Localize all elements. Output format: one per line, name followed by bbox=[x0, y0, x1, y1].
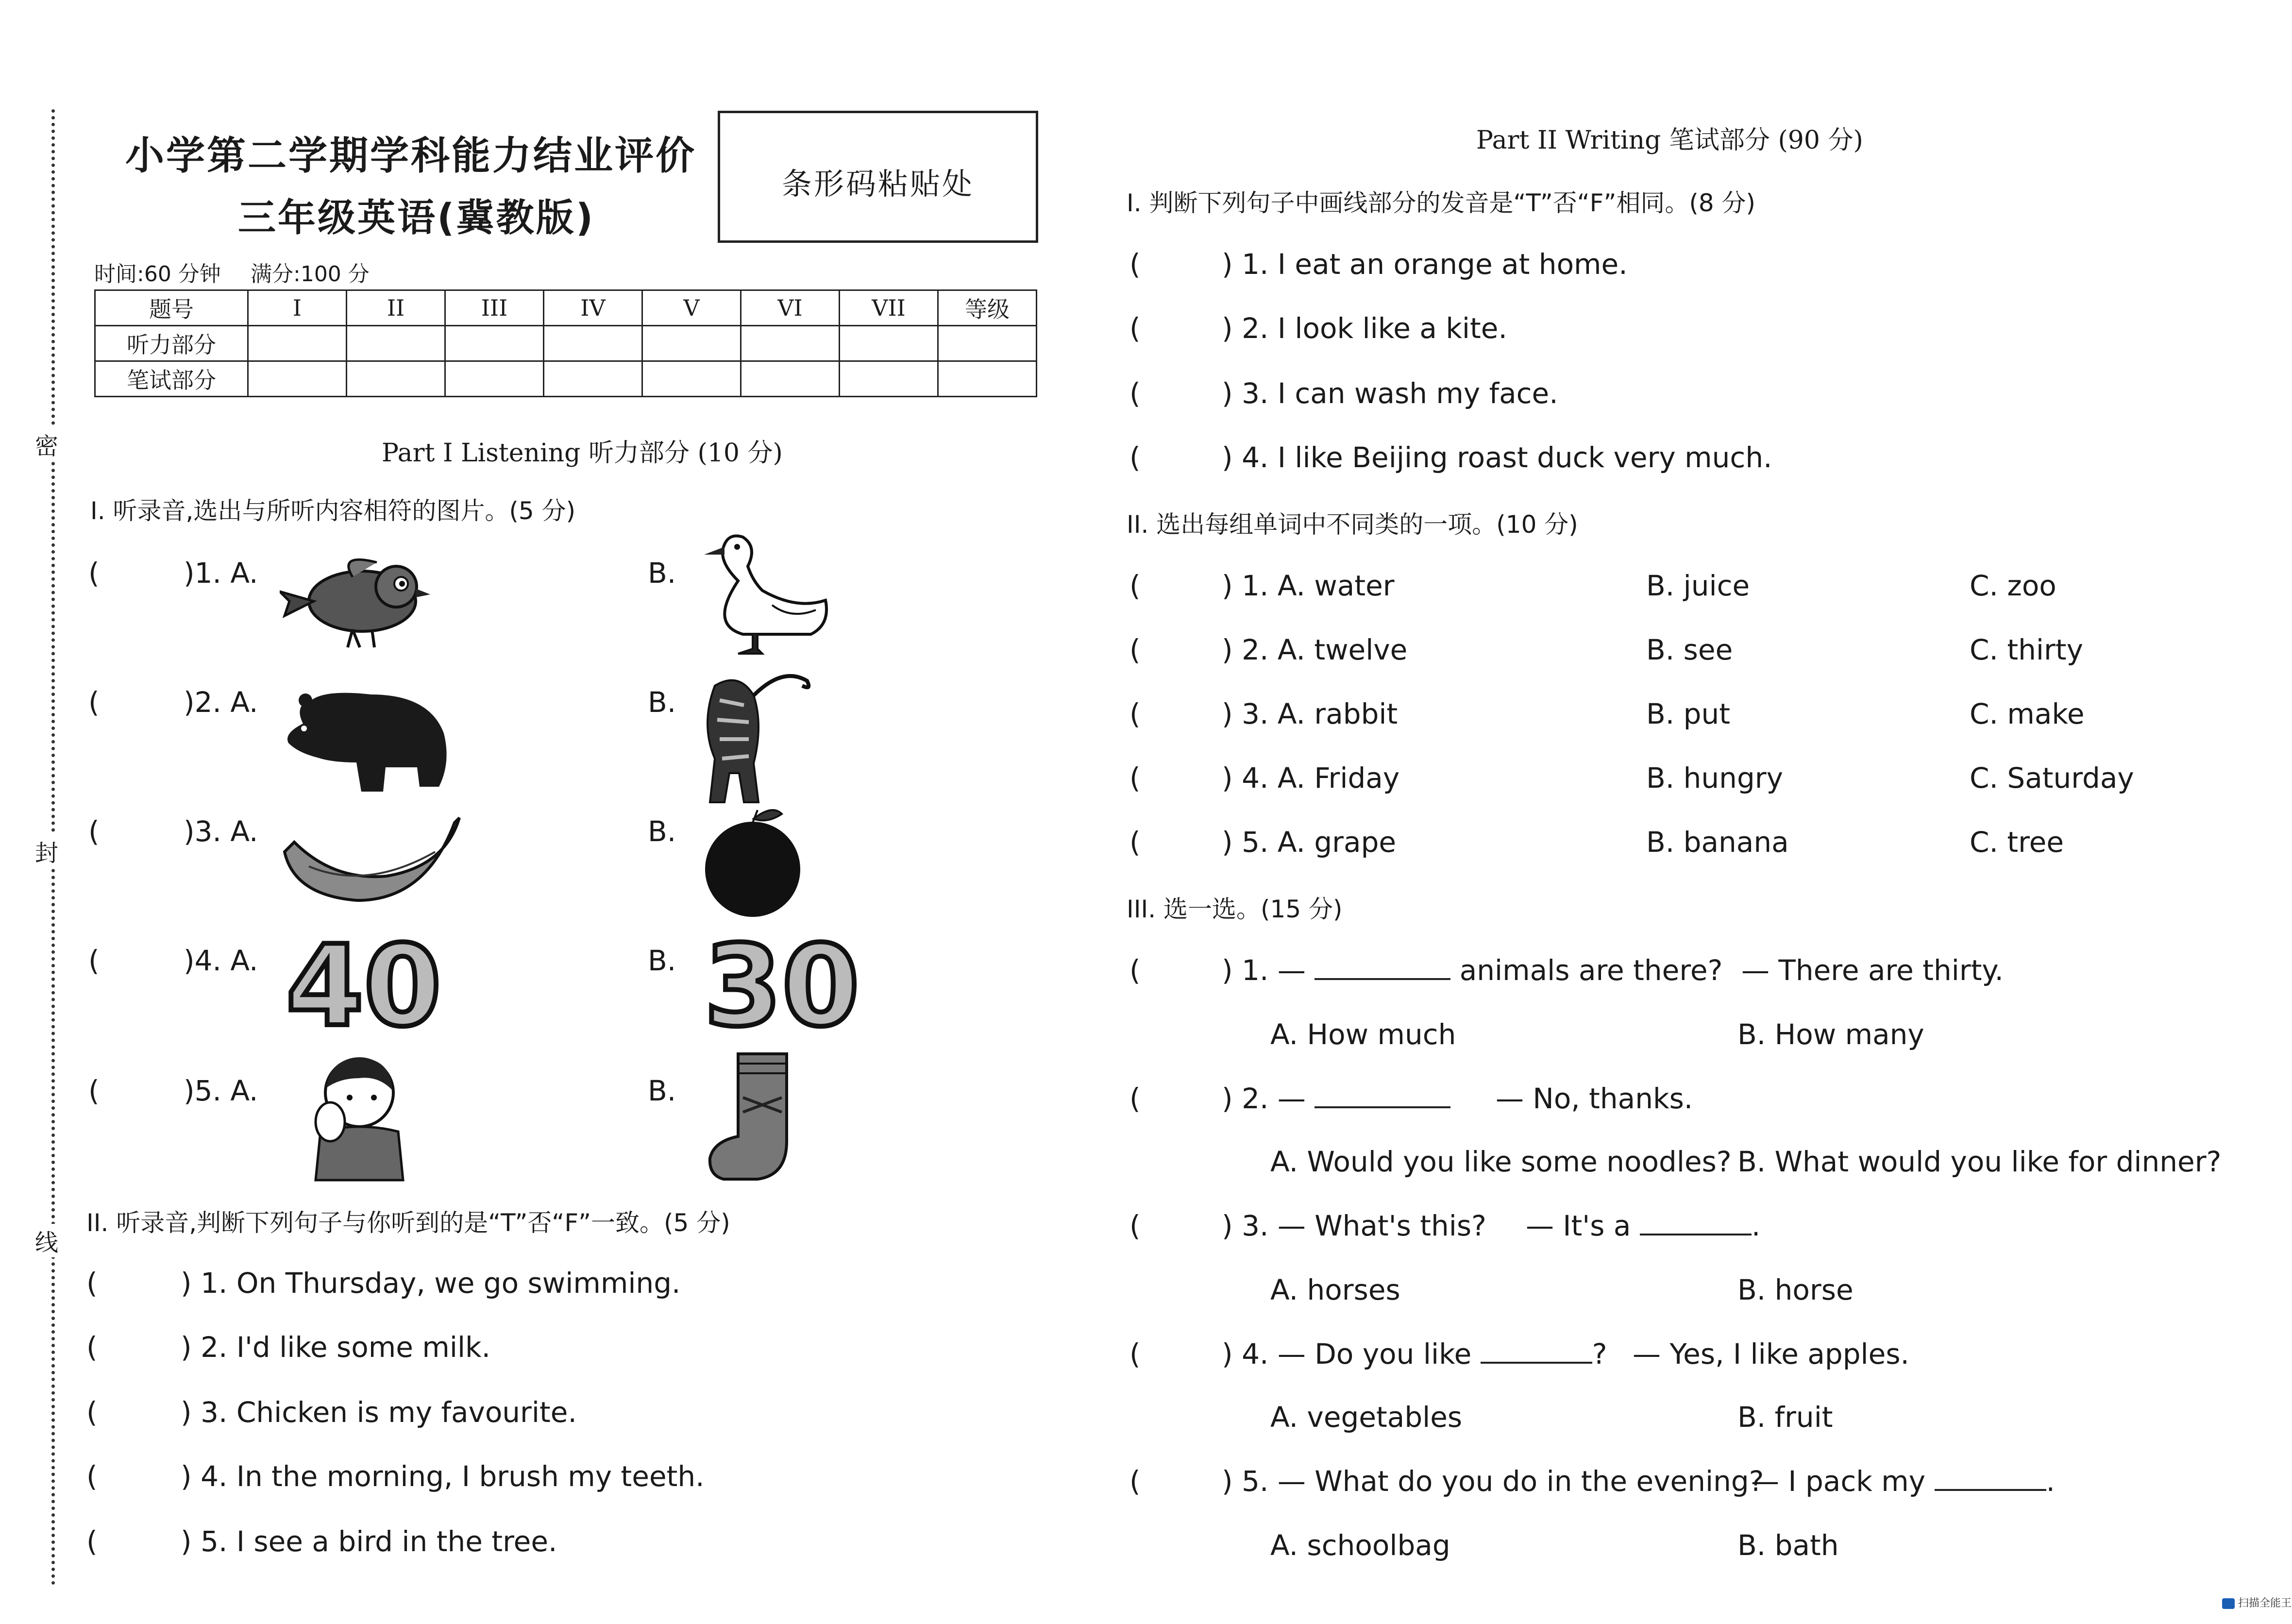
binding-char-xian: 线 bbox=[35, 1224, 58, 1257]
table-header-cell: IV bbox=[544, 290, 642, 326]
table-header-cell: 等级 bbox=[938, 290, 1037, 326]
answer-paren[interactable]: ( bbox=[86, 1267, 98, 1300]
duck-icon[interactable] bbox=[699, 527, 835, 659]
part2-title: Part II Writing 笔试部分 (90 分) bbox=[1476, 126, 1863, 155]
pronunciation-item: ) 4. I like Beijing roast duck very much. bbox=[1222, 441, 1772, 474]
question-number: )5. A. bbox=[184, 1074, 258, 1107]
question-text: animals are there? bbox=[1459, 954, 1723, 987]
question-number: ) 4. — Do you like bbox=[1222, 1337, 1472, 1370]
word-option-c: C. tree bbox=[1970, 826, 2064, 859]
answer-paren[interactable]: ( bbox=[88, 815, 100, 848]
pronunciation-item: ) 2. I look like a kite. bbox=[1222, 312, 1507, 345]
score-cell[interactable] bbox=[347, 361, 445, 397]
part1-sec2-title: II. 听录音,判断下列句子与你听到的是“T”否“F”一致。(5 分) bbox=[86, 1209, 730, 1237]
score-cell[interactable] bbox=[741, 326, 840, 361]
table-header-cell: VII bbox=[840, 290, 938, 326]
score-cell[interactable] bbox=[248, 361, 347, 397]
statement-item: ) 1. On Thursday, we go swimming. bbox=[181, 1267, 681, 1300]
score-cell[interactable] bbox=[248, 326, 347, 361]
bear-icon[interactable] bbox=[284, 680, 454, 801]
word-option-a: ) 2. A. twelve bbox=[1222, 633, 1408, 666]
score-table-row bbox=[95, 361, 1037, 397]
word-option-b: B. banana bbox=[1646, 826, 1789, 859]
answer-paren[interactable]: ( bbox=[1129, 1465, 1141, 1498]
choice-a: A. vegetables bbox=[1270, 1401, 1463, 1434]
score-cell[interactable] bbox=[544, 361, 642, 397]
answer-paren[interactable]: ( bbox=[1129, 248, 1141, 281]
table-header-cell: III bbox=[445, 290, 544, 326]
option-label: B. bbox=[648, 686, 676, 719]
question-stem: ) 5. — What do you do in the evening? bbox=[1222, 1465, 1764, 1498]
answer-paren[interactable]: ( bbox=[1129, 1082, 1141, 1115]
exam-subtitle: 三年级英语(冀教版) bbox=[238, 196, 595, 240]
reply-end: . bbox=[1751, 1209, 1761, 1242]
statement-item: ) 3. Chicken is my favourite. bbox=[181, 1396, 577, 1429]
reply-text bbox=[1526, 1209, 1760, 1242]
option-label: B. bbox=[648, 815, 676, 848]
question-number: )2. A. bbox=[184, 686, 258, 719]
time-info: 时间:60 分钟 bbox=[94, 262, 221, 287]
answer-paren[interactable]: ( bbox=[1129, 377, 1141, 410]
word-option-b: B. put bbox=[1646, 697, 1730, 730]
question-stem bbox=[1222, 954, 1722, 987]
score-cell[interactable] bbox=[544, 326, 642, 361]
number-thirty-graphic[interactable] bbox=[685, 932, 879, 1039]
reply-text: — Yes, I like apples. bbox=[1633, 1337, 1909, 1370]
part2-sec2-title: II. 选出每组单词中不同类的一项。(10 分) bbox=[1127, 510, 1578, 539]
barcode-area bbox=[718, 111, 1038, 243]
word-option-a: ) 1. A. water bbox=[1222, 569, 1395, 602]
table-header-cell: II bbox=[347, 290, 445, 326]
word-option-a: ) 5. A. grape bbox=[1222, 826, 1397, 859]
answer-paren[interactable]: ( bbox=[88, 557, 100, 590]
fill-blank[interactable] bbox=[1315, 1085, 1450, 1108]
pronunciation-item: ) 3. I can wash my face. bbox=[1222, 377, 1558, 410]
table-row-label: 笔试部分 bbox=[95, 361, 248, 397]
scanner-label: 扫描全能王 bbox=[2238, 1597, 2292, 1609]
table-header-cell: V bbox=[642, 290, 741, 326]
word-option-b: B. hungry bbox=[1646, 761, 1783, 795]
barcode-label: 条形码粘贴处 bbox=[781, 166, 974, 202]
question-number: )3. A. bbox=[184, 815, 258, 848]
score-cell[interactable] bbox=[741, 361, 840, 397]
score-cell[interactable] bbox=[938, 361, 1037, 397]
answer-paren[interactable]: ( bbox=[1129, 569, 1141, 602]
word-option-a: ) 3. A. rabbit bbox=[1222, 697, 1398, 730]
reply-text: — There are thirty. bbox=[1741, 954, 2004, 987]
statement-item: ) 5. I see a bird in the tree. bbox=[181, 1525, 557, 1558]
statement-item: ) 2. I'd like some milk. bbox=[181, 1331, 491, 1364]
option-label: B. bbox=[648, 944, 676, 977]
part1-sec1-title: I. 听录音,选出与所听内容相符的图片。(5 分) bbox=[90, 497, 576, 525]
question-end: ? bbox=[1592, 1337, 1607, 1370]
table-row-label: 听力部分 bbox=[95, 326, 248, 361]
binding-char-feng: 封 bbox=[35, 834, 58, 868]
answer-paren[interactable]: ( bbox=[1129, 1337, 1141, 1370]
exam-title: 小学第二学期学科能力结业评价 bbox=[125, 133, 696, 178]
word-option-c: C. make bbox=[1970, 697, 2085, 730]
bird-icon[interactable] bbox=[280, 548, 445, 655]
score-table bbox=[94, 289, 1037, 397]
tiger-icon[interactable] bbox=[686, 666, 817, 807]
orange-icon[interactable] bbox=[699, 804, 806, 921]
score-cell[interactable] bbox=[642, 326, 741, 361]
fill-blank[interactable] bbox=[1315, 957, 1450, 980]
fill-blank[interactable] bbox=[1640, 1212, 1752, 1235]
sock-icon[interactable] bbox=[704, 1049, 801, 1185]
score-info: 满分:100 分 bbox=[251, 262, 370, 287]
question-stem: ) 3. — What's this? bbox=[1222, 1209, 1486, 1242]
choice-a: A. How much bbox=[1270, 1018, 1456, 1051]
boy-eating-icon[interactable] bbox=[296, 1049, 408, 1185]
answer-paren[interactable]: ( bbox=[1129, 826, 1141, 859]
answer-paren[interactable]: ( bbox=[88, 686, 100, 719]
answer-paren[interactable]: ( bbox=[1129, 761, 1141, 795]
answer-paren[interactable]: ( bbox=[1129, 1209, 1141, 1242]
score-cell[interactable] bbox=[642, 361, 741, 397]
answer-paren[interactable]: ( bbox=[88, 944, 100, 977]
answer-paren[interactable]: ( bbox=[1129, 954, 1141, 987]
fill-blank[interactable] bbox=[1481, 1340, 1592, 1364]
question-number: )4. A. bbox=[184, 944, 258, 977]
number-forty-graphic[interactable] bbox=[269, 932, 458, 1039]
statement-item: ) 4. In the morning, I brush my teeth. bbox=[181, 1460, 705, 1493]
answer-paren[interactable]: ( bbox=[1129, 633, 1141, 666]
word-option-c: C. zoo bbox=[1970, 569, 2056, 602]
question-number: ) 1. — bbox=[1222, 954, 1306, 987]
reply-start: — It's a bbox=[1526, 1209, 1631, 1242]
choice-b: B. How many bbox=[1737, 1018, 1924, 1051]
word-option-b: B. juice bbox=[1646, 569, 1750, 602]
answer-paren[interactable]: ( bbox=[88, 1074, 100, 1107]
option-label: B. bbox=[648, 1074, 676, 1107]
banana-icon[interactable] bbox=[280, 813, 464, 915]
binding-char-mi: 密 bbox=[35, 427, 58, 461]
reply-end: . bbox=[2046, 1465, 2055, 1498]
reply-start: — I pack my bbox=[1751, 1465, 1926, 1498]
scanner-logo-icon bbox=[2222, 1598, 2235, 1609]
choice-b: B. What would you like for dinner? bbox=[1737, 1145, 2222, 1178]
part2-sec3-title: III. 选一选。(15 分) bbox=[1127, 895, 1343, 923]
score-table-header-row bbox=[95, 290, 1037, 326]
answer-paren[interactable]: ( bbox=[1129, 312, 1141, 345]
score-cell[interactable] bbox=[445, 326, 544, 361]
answer-paren[interactable]: ( bbox=[86, 1460, 98, 1493]
choice-b: B. fruit bbox=[1737, 1401, 1833, 1434]
answer-paren[interactable]: ( bbox=[86, 1396, 98, 1429]
pronunciation-item: ) 1. I eat an orange at home. bbox=[1222, 248, 1628, 281]
table-header-cell: VI bbox=[741, 290, 840, 326]
score-table-row bbox=[95, 326, 1037, 361]
word-option-b: B. see bbox=[1646, 633, 1733, 666]
answer-paren[interactable]: ( bbox=[1129, 441, 1141, 474]
answer-paren[interactable]: ( bbox=[86, 1525, 98, 1558]
score-cell[interactable] bbox=[938, 326, 1037, 361]
score-cell[interactable] bbox=[445, 361, 544, 397]
reply-text: — No, thanks. bbox=[1496, 1082, 1693, 1115]
number-thirty-text: 30 bbox=[704, 932, 860, 1039]
question-number: )1. A. bbox=[184, 557, 258, 590]
table-header-cell: 题号 bbox=[95, 290, 248, 326]
word-option-a: ) 4. A. Friday bbox=[1222, 761, 1400, 795]
choice-b: B. horse bbox=[1737, 1273, 1854, 1306]
option-label: B. bbox=[648, 557, 676, 590]
choice-b: B. bath bbox=[1737, 1529, 1839, 1562]
choice-a: A. horses bbox=[1270, 1273, 1400, 1306]
choice-a: A. schoolbag bbox=[1270, 1529, 1450, 1562]
score-cell[interactable] bbox=[347, 326, 445, 361]
question-stem bbox=[1222, 1082, 1450, 1115]
question-number: ) 2. — bbox=[1222, 1082, 1306, 1115]
word-option-c: C. thirty bbox=[1970, 633, 2083, 666]
word-option-c: C. Saturday bbox=[1970, 761, 2134, 795]
answer-paren[interactable]: ( bbox=[86, 1331, 98, 1364]
reply-text bbox=[1751, 1465, 2055, 1498]
answer-paren[interactable]: ( bbox=[1129, 697, 1141, 730]
scanner-watermark bbox=[2222, 1595, 2292, 1610]
choice-a: A. Would you like some noodles? bbox=[1270, 1145, 1732, 1178]
table-header-cell: I bbox=[248, 290, 347, 326]
fill-blank[interactable] bbox=[1935, 1468, 2046, 1491]
part1-title: Part I Listening 听力部分 (10 分) bbox=[382, 439, 783, 468]
number-forty-text: 40 bbox=[286, 932, 442, 1039]
score-cell[interactable] bbox=[840, 326, 938, 361]
question-stem bbox=[1222, 1337, 1607, 1370]
score-cell[interactable] bbox=[840, 361, 938, 397]
part2-sec1-title: I. 判断下列句子中画线部分的发音是“T”否“F”相同。(8 分) bbox=[1127, 189, 1756, 217]
